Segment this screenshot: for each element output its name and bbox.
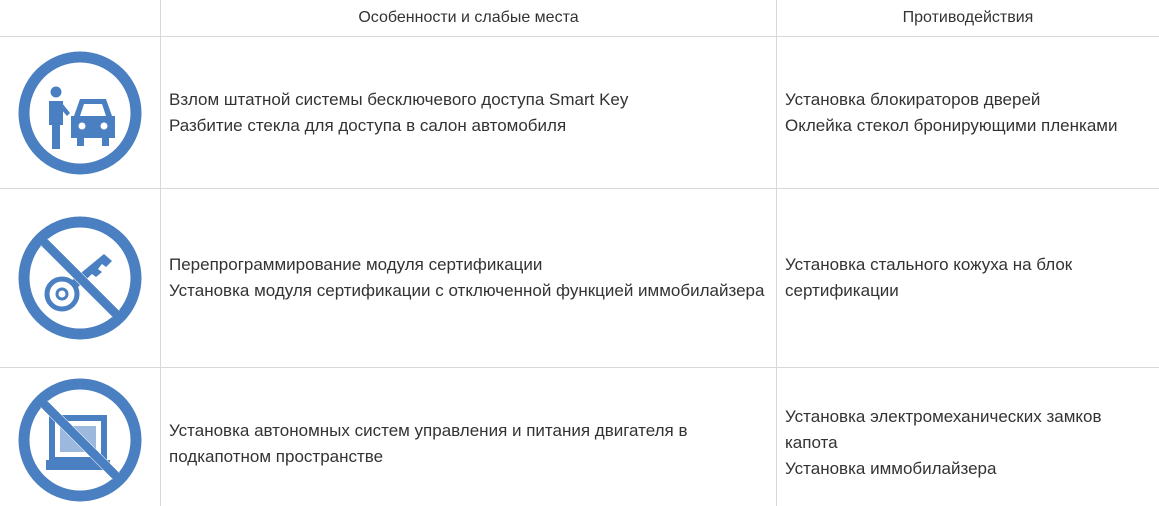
no-key-icon [16, 214, 144, 342]
countermeasure-line: Установка электромеханических замков капота [785, 407, 1102, 452]
countermeasure-line: Установка блокираторов дверей [785, 89, 1041, 109]
table-row-features [161, 189, 776, 367]
table-row-features [161, 368, 776, 506]
no-hood-icon [16, 376, 144, 506]
header-features: Особенности и слабые места [358, 9, 579, 26]
countermeasure-line: Оклейка стекол бронирующими пленками [785, 115, 1118, 135]
feature-line: Установка автономных систем управления и питания двигателя в подкапотном пространстве [169, 421, 688, 466]
header-countermeasures: Противодействия [902, 9, 1034, 26]
table-row-icon-cell [0, 368, 160, 506]
table-row-countermeasures [777, 37, 1159, 188]
feature-line: Разбитие стекла для доступа в салон автомобиля [169, 115, 567, 135]
table-row-countermeasures [777, 189, 1159, 367]
person-car-icon [16, 49, 144, 177]
feature-line: Установка модуля сертификации с отключенной функцией иммобилайзера [169, 281, 765, 300]
feature-line: Взлом штатной системы бесключевого доступа Smart Key [169, 89, 629, 109]
feature-line: Перепрограммирование модуля сертификации [169, 255, 543, 274]
table-row-features [161, 37, 776, 188]
table-row-icon-cell [0, 37, 160, 188]
countermeasure-line: Установка стального кожуха на блок сертификации [785, 255, 1073, 300]
table-row-icon-cell [0, 189, 160, 367]
table-row-countermeasures [777, 368, 1159, 506]
countermeasure-line: Установка иммобилайзера [785, 459, 997, 478]
